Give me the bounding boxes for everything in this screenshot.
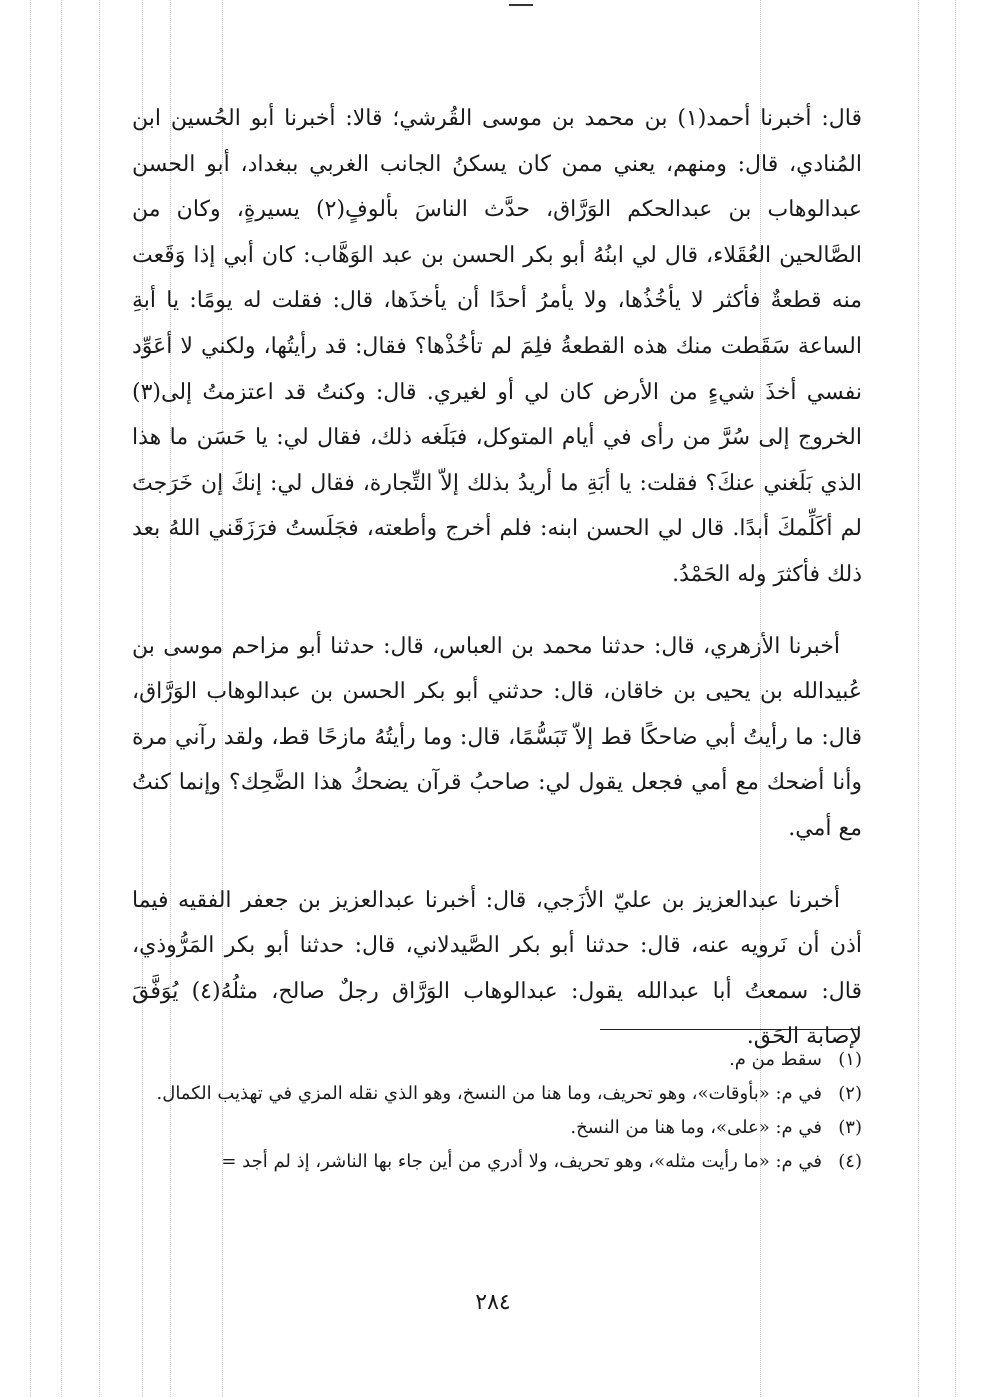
footnote-number: (٤) (838, 1151, 862, 1172)
footnote-separator (600, 1029, 859, 1030)
page-number: ٢٨٤ (475, 1290, 511, 1315)
footnote-number: (١) (838, 1049, 862, 1070)
main-text (132, 96, 862, 1060)
footnote-text: في م: «بأوقات»، وهو تحريف، وما هنا من النسخ، وهو الذي نقله المزي في تهذيب الكمال. (156, 1083, 822, 1104)
paragraph: أخبرنا الأزهري، قال: حدثنا محمد بن العباس، قال: حدثنا أبو مزاحم موسى بن عُبيدالله بن يحيى بن خاقان، قال: حدثني أبو بكر الحسن بن عبدالوهاب الوَرَّاق، قال: ما رأيتُ أبي ضاحكًا قط إلاّ تَبَسُّمًا، قال: وما رأيتُهُ مازحًا قط، ولقد رآني مرة وأنا أضحك مع أمي فجعل يقول لي: صاحبُ قرآن يضحكُ هذا الضَّحِك؟ وإنما كنتُ مع أمي. (132, 633, 862, 841)
footnote-text: في م: «على»، وما هنا من النسخ. (570, 1117, 822, 1138)
scan-guide-line (30, 0, 31, 1397)
footnote (132, 1146, 862, 1177)
footnote (132, 1078, 862, 1109)
footnote (132, 1044, 862, 1075)
footnote-text: سقط من م. (729, 1049, 822, 1070)
scan-guide-line (61, 0, 62, 1397)
paragraph: أخبرنا عبدالعزيز بن عليّ الأزَجي، قال: أخبرنا عبدالعزيز بن جعفر الفقيه فيما أذن أن نَرويه عنه، قال: حدثنا أبو بكر الصَّيدلاني، قال: حدثنا أبو بكر المَرُّوذي، قال: سمعتُ أبا عبدالله يقول: عبدالوهاب الوَرَّاق رجلٌ صالح، مثلُهُ(٤) يُوَفَّقَ لإصابة الحَق. (132, 887, 863, 1050)
footnote (132, 1112, 862, 1143)
footnotes (132, 1044, 862, 1180)
footnote-number: (٢) (838, 1083, 862, 1104)
scan-guide-line (955, 0, 956, 1397)
scan-guide-line (99, 0, 100, 1397)
footnote-text: في م: «ما رأيت مثله»، وهو تحريف، ولا أدري من أين جاء بها الناشر، إذ لم أجد = (221, 1151, 822, 1172)
scan-guide-line (918, 0, 919, 1397)
top-mark (509, 4, 533, 6)
paragraph: قال: أخبرنا أحمد(١) بن محمد بن موسى القُرشي؛ قالا: أخبرنا أبو الحُسين ابن المُنادي، قال: ومنهم، يعني ممن كان يسكنُ الجانب الغربي ببغداد، أبو الحسن عبدالوهاب بن عبدالحكم الوَرَّاق، حدَّث الناسَ بألوفٍ(٢) يسيرةٍ، وكان من الصَّالحين العُقَلاء، قال لي ابنُهُ أبو بكر الحسن بن عبد الوَهَّاب: كان أبي إذا وَقَعت منه قطعةٌ فأكثر لا يأخُذُها، ولا يأمرُ أحدًا أن يأخذَها، قال: فقلت له يومًا: يا أبةِ الساعة سَقَطت منك هذه القطعةُ فلِمَ لم تأخُذْها؟ فقال: قد رأيتُها، ولكني لا أعَوِّد نفسي أخذَ شيءٍ من الأرض كان لي أو لغيري. قال: وكنتُ قد اعتزمتُ إلى(٣) الخروج إلى سُرَّ من رأى في أيام المتوكل، فبَلَغه ذلك، فقال لي: يا حَسَن ما هذا الذي بَلَغني عنكَ؟ فقلت: يا أبَةِ ما أريدُ بذلك إلاّ التِّجارة، فقال لي: إنكَ إن خَرَجتَ لم أكَلِّمكَ أبدًا. قال لي الحسن ابنه: فلم أخرج وأطعته، فجَلَستُ فرَزَقَني اللهُ بعد ذلك فأكثرَ وله الحَمْدُ. (132, 106, 863, 587)
footnote-number: (٣) (838, 1117, 862, 1138)
